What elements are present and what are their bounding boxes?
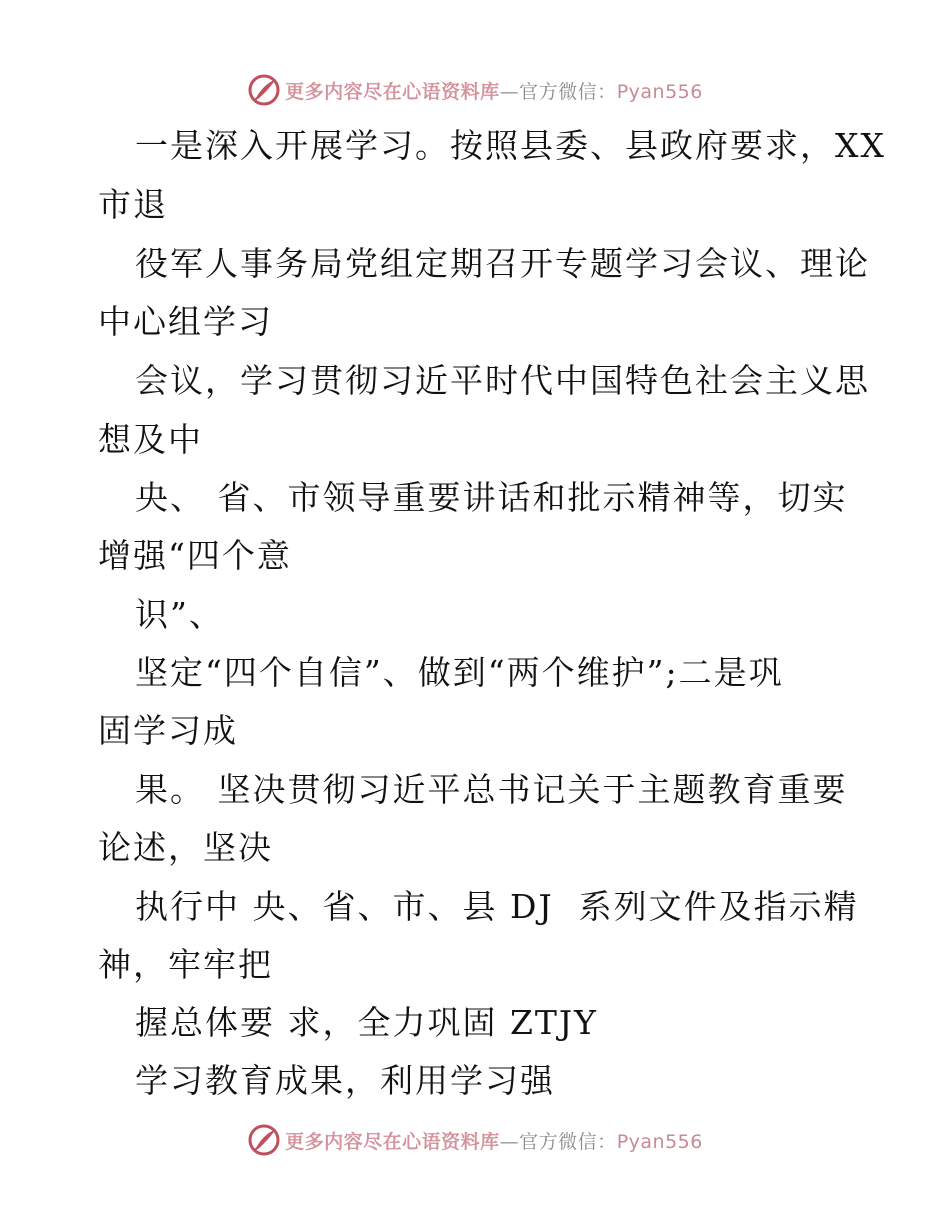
watermark-wechat-id: Pyan556: [616, 1130, 703, 1153]
watermark-dash: —: [499, 1130, 520, 1153]
body-line: 中心组学习: [98, 302, 273, 341]
body-line: 坚定“四个自信”、做到“两个维护”;二是巩: [135, 653, 784, 692]
body-line: 执行中 央、省、市、县 DJ 系列文件及指示精: [135, 887, 859, 926]
quill-logo-icon: [247, 1123, 281, 1157]
body-line: 想及中: [98, 420, 203, 459]
footer-watermark-banner: [0, 1120, 950, 1160]
body-line: 果。 坚决贯彻习近平总书记关于主题教育重要: [135, 770, 848, 809]
watermark-wechat-id: Pyan556: [616, 80, 703, 103]
body-line: 市退: [98, 185, 168, 224]
body-line: 一是深入开展学习。按照县委、县政府要求，XX: [135, 126, 886, 165]
body-line: 役军人事务局党组定期召开专题学习会议、理论: [135, 244, 870, 283]
body-line: 握总体要 求，全力巩固 ZTJY: [135, 1003, 598, 1042]
body-line: 神，牢牢把: [98, 945, 273, 984]
body-line: 固学习成: [98, 711, 238, 750]
body-line: 央、 省、市领导重要讲话和批示精神等，切实: [135, 478, 848, 517]
body-line: 学习教育成果，利用学习强: [135, 1061, 555, 1100]
watermark-wechat-label: 官方微信：: [519, 80, 617, 103]
watermark-slogan: 更多内容尽在心语资料库: [285, 80, 500, 103]
body-line: 论述，坚决: [98, 828, 273, 867]
body-line: 增强“四个意: [98, 536, 292, 575]
body-line: 会议，学习贯彻习近平时代中国特色社会主义思: [135, 361, 870, 400]
watermark-wechat-label: 官方微信：: [519, 1130, 617, 1153]
watermark-slogan: 更多内容尽在心语资料库: [285, 1130, 500, 1153]
watermark-text: [285, 1127, 703, 1154]
body-line: 识”、: [135, 595, 224, 634]
watermark-dash: —: [499, 80, 520, 103]
